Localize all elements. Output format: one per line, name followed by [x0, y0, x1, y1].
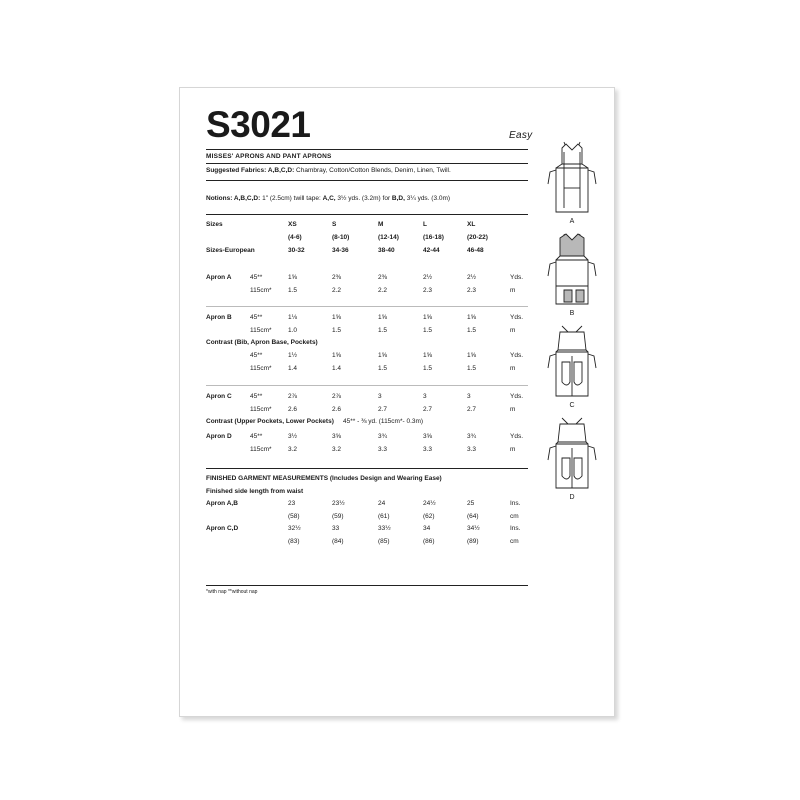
size-header: XS [288, 221, 297, 228]
yardage-unit: m [510, 365, 516, 372]
fabric-width: 45** [250, 274, 263, 281]
yardage-value: 1⅝ [423, 314, 433, 321]
yardage-group-label: Apron C [206, 393, 232, 400]
size-european: 38-40 [378, 247, 395, 254]
fabric-width: 45** [250, 433, 263, 440]
yardage-value: 1.5 [332, 327, 342, 334]
size-range: (8-10) [332, 234, 350, 241]
yardage-unit: Yds. [510, 274, 524, 281]
finished-cm: (58) [288, 513, 300, 520]
notions: Notions: A,B,C,D: 1" (2.5cm) twill tape: A,C, 3½ yds. (3.2m) for B,D, 3¼ yds. (3.0m) [206, 195, 451, 202]
pattern-envelope-back [179, 87, 615, 717]
yardage-value: 1½ [288, 352, 298, 359]
finished-inches: 25 [467, 500, 475, 507]
suggested-fabrics [206, 168, 451, 175]
yardage-value: 1⅝ [467, 352, 477, 359]
size-header: L [423, 221, 427, 228]
yardage-value: 1.5 [467, 365, 477, 372]
yardage-value: 3¾ [467, 433, 477, 440]
finished-cm: (59) [332, 513, 344, 520]
yardage-group-label: Contrast (Upper Pockets, Lower Pockets) [206, 418, 334, 425]
size-european: 42-44 [423, 247, 440, 254]
yardage-value: 1.5 [378, 365, 388, 372]
finished-cm: (84) [332, 538, 344, 545]
yardage-value: 1⅝ [332, 314, 342, 321]
yardage-value: 1.5 [378, 327, 388, 334]
yardage-value: 3.2 [288, 446, 298, 453]
yardage-value: 1.5 [423, 327, 433, 334]
pant-apron-d-icon [542, 414, 602, 494]
yardage-value: 3.2 [332, 446, 342, 453]
yardage-value: 3½ [288, 433, 298, 440]
yardage-value: 2.3 [423, 287, 433, 294]
yardage-value: 3 [467, 393, 471, 400]
finished-inches: 34½ [467, 525, 480, 532]
finished-subtitle: Finished side length from waist [206, 488, 304, 495]
yardage-unit: Yds. [510, 393, 524, 400]
apron-b-icon [542, 230, 602, 310]
size-range: (20-22) [467, 234, 488, 241]
yardage-value: 3.3 [423, 446, 433, 453]
finished-cm: (86) [423, 538, 435, 545]
yardage-group-label: Apron B [206, 314, 232, 321]
yardage-value: 3¾ [378, 433, 388, 440]
title-divider-bottom [206, 163, 528, 164]
fabrics-label: Suggested Fabrics: A,B,C,D: [206, 167, 295, 174]
sizes-label: Sizes [206, 221, 223, 228]
finished-inches: 23 [288, 500, 296, 507]
fabric-width: 115cm* [250, 446, 272, 453]
finished-inches: 23½ [332, 500, 345, 507]
fabric-width: 45** [250, 314, 263, 321]
finished-unit-in: Ins. [510, 500, 521, 507]
yardage-value: 2.7 [467, 406, 477, 413]
footnote-divider [206, 585, 528, 586]
yardage-value: 2.7 [378, 406, 388, 413]
yardage-value: 2.6 [332, 406, 342, 413]
finished-cm: (61) [378, 513, 390, 520]
fabric-width: 115cm* [250, 287, 272, 294]
yardage-unit: m [510, 446, 516, 453]
finished-inches: 34 [423, 525, 431, 532]
yardage-value: 3 [423, 393, 427, 400]
finished-cm: (62) [423, 513, 435, 520]
view-b-illustration [542, 230, 602, 320]
size-range: (16-18) [423, 234, 444, 241]
difficulty-label: Easy [509, 130, 533, 141]
yardage-value: 2.3 [467, 287, 477, 294]
pattern-title: MISSES' APRONS AND PANT APRONS [206, 153, 332, 160]
yardage-value: 1.5 [288, 287, 298, 294]
yardage-value: 3.3 [378, 446, 388, 453]
yardage-value: 2.2 [378, 287, 388, 294]
yardage-value: 2.6 [288, 406, 298, 413]
yardage-value: 3.3 [467, 446, 477, 453]
yardage-value: 1⅝ [378, 352, 388, 359]
size-header: XL [467, 221, 476, 228]
finished-cm: (64) [467, 513, 479, 520]
yardage-value: 2½ [467, 274, 477, 281]
finished-inches: 33 [332, 525, 340, 532]
finished-inches: 24½ [423, 500, 436, 507]
finished-inches: 33½ [378, 525, 391, 532]
fabric-width: 115cm* [250, 327, 272, 334]
yardage-value: 2⅜ [332, 274, 342, 281]
fabrics-text: Chambray, Cotton/Cotton Blends, Denim, Linen, Twill. [294, 167, 451, 174]
yardage-value: 1⅛ [288, 314, 298, 321]
sizes-european-label: Sizes-European [206, 247, 255, 254]
view-label: A [569, 218, 575, 225]
finished-row-label: Apron C,D [206, 525, 239, 532]
yardage-value: 3 [378, 393, 382, 400]
yardage-value: 2½ [423, 274, 433, 281]
notions-label: Notions: A,B,C,D: [206, 195, 261, 202]
size-european: 46-48 [467, 247, 484, 254]
view-d-illustration [542, 414, 602, 504]
yardage-unit: Yds. [510, 314, 524, 321]
size-european: 34-36 [332, 247, 349, 254]
yardage-value: 1.5 [423, 365, 433, 372]
finished-row-label: Apron A,B [206, 500, 238, 507]
row-divider [206, 306, 528, 307]
fabric-width: 45** [250, 352, 263, 359]
yardage-value: 2⅞ [332, 393, 342, 400]
table-bottom-divider [206, 468, 528, 469]
yardage-unit: Yds. [510, 352, 524, 359]
size-range: (4-6) [288, 234, 302, 241]
apron-a-icon [542, 138, 602, 218]
finished-unit-cm: cm [510, 513, 519, 520]
size-european: 30-32 [288, 247, 305, 254]
yardage-value: 1⅝ [288, 274, 298, 281]
yardage-value: 1⅝ [378, 314, 388, 321]
finished-inches: 24 [378, 500, 386, 507]
finished-cm: (89) [467, 538, 479, 545]
finished-cm: (85) [378, 538, 390, 545]
finished-inches: 32½ [288, 525, 301, 532]
finished-unit-in: Ins. [510, 525, 521, 532]
pant-apron-c-icon [542, 322, 602, 402]
yardage-value: 2⅜ [378, 274, 388, 281]
fabric-width: 45** [250, 393, 263, 400]
yardage-value: 2.7 [423, 406, 433, 413]
contrast-note: 45** - ⅜ yd. (115cm*- 0.3m) [343, 418, 424, 425]
yardage-unit: m [510, 327, 516, 334]
view-label: D [569, 494, 575, 501]
finished-unit-cm: cm [510, 538, 519, 545]
yardage-value: 1.0 [288, 327, 298, 334]
yardage-value: 3⅝ [423, 433, 433, 440]
view-c-illustration [542, 322, 602, 412]
yardage-value: 3⅝ [332, 433, 342, 440]
size-header: M [378, 221, 384, 228]
fabrics-divider [206, 180, 528, 181]
yardage-value: 2.2 [332, 287, 342, 294]
fabric-width: 115cm* [250, 406, 272, 413]
size-header: S [332, 221, 337, 228]
view-a-illustration [542, 138, 602, 228]
finished-title: FINISHED GARMENT MEASUREMENTS (Includes Design and Wearing Ease) [206, 475, 442, 482]
yardage-group-label: Apron A [206, 274, 232, 281]
row-divider [206, 385, 528, 386]
size-range: (12-14) [378, 234, 399, 241]
yardage-value: 1.4 [288, 365, 298, 372]
title-divider [206, 149, 528, 150]
yardage-unit: m [510, 287, 516, 294]
yardage-value: 1⅝ [332, 352, 342, 359]
yardage-group-label: Apron D [206, 433, 232, 440]
finished-cm: (83) [288, 538, 300, 545]
pattern-code: S3021 [206, 104, 311, 145]
yardage-unit: m [510, 406, 516, 413]
view-label: C [569, 402, 575, 409]
yardage-group-label: Contrast (Bib, Apron Base, Pockets) [206, 339, 318, 346]
yardage-value: 1⅝ [423, 352, 433, 359]
view-label: B [569, 310, 575, 317]
notions-divider [206, 214, 528, 215]
fabric-width: 115cm* [250, 365, 272, 372]
yardage-value: 1.5 [467, 327, 477, 334]
yardage-value: 1⅝ [467, 314, 477, 321]
footnote: *with nap **without nap [206, 589, 258, 595]
yardage-unit: Yds. [510, 433, 524, 440]
yardage-value: 1.4 [332, 365, 342, 372]
yardage-value: 2⅞ [288, 393, 298, 400]
